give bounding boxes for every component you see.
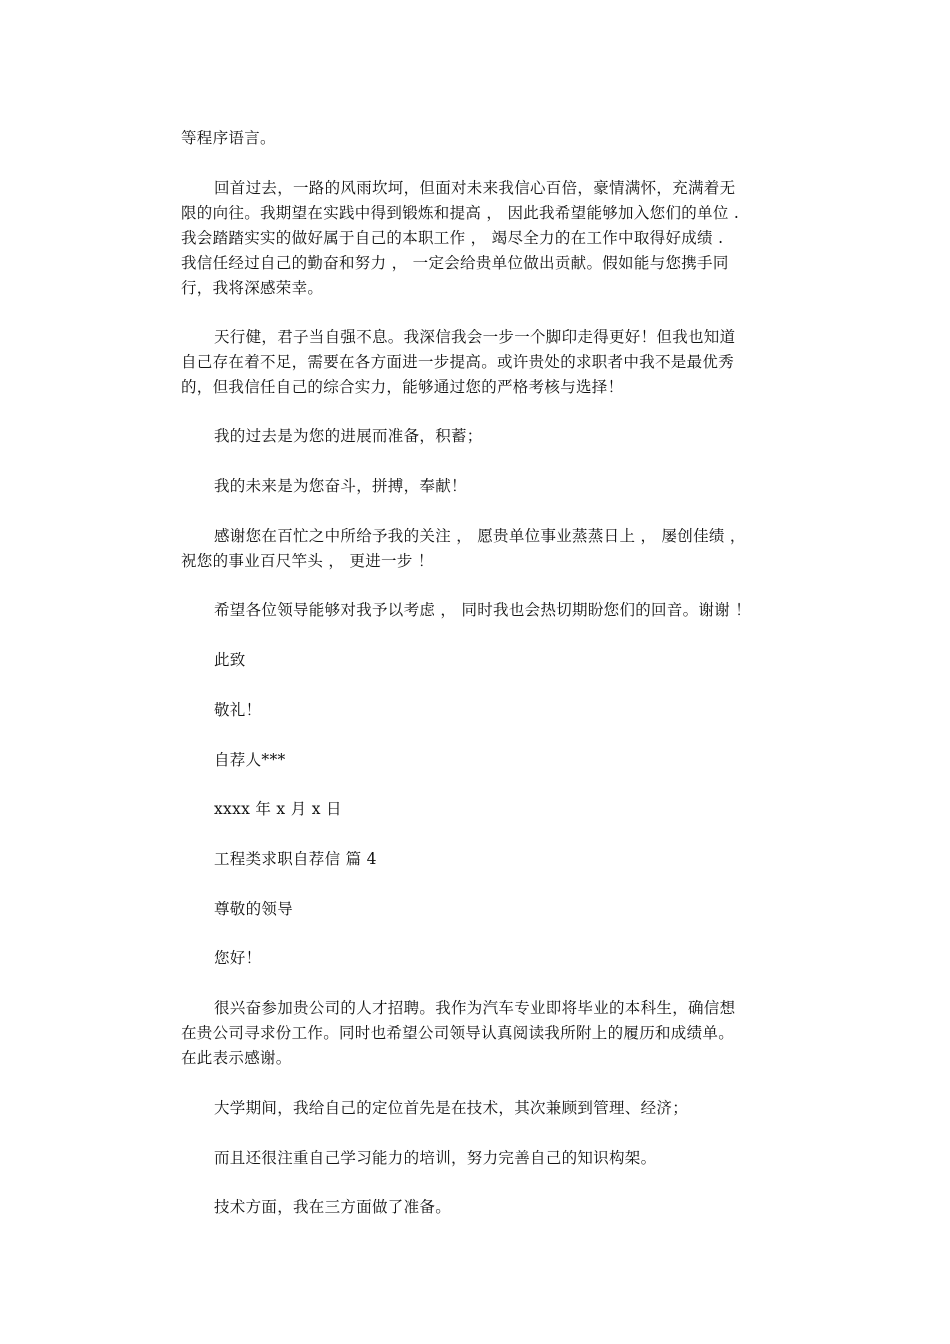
text-line: 我的未来是为您奋斗，拼搏，奉献！ [214,477,467,495]
text-line: 您好！ [214,949,262,967]
text-line: 很兴奋参加贵公司的人才招聘。我作为汽车专业即将毕业的本科生，确信想 [214,999,736,1017]
text-line: 敬礼！ [214,701,262,719]
text-line: 技术方面，我在三方面做了准备。 [214,1198,452,1216]
text-line: 自荐人*** [214,751,286,769]
text-line: 限的向往。我期望在实践中得到锻炼和提高 ， 因此我希望能够加入您们的单位 . [181,204,740,222]
text-line: 祝您的事业百尺竿头 ， 更进一步 ！ [181,552,434,570]
text-line: 我的过去是为您的进展而准备，积蓄； [214,427,483,445]
text-line: 尊敬的领导 [214,900,294,918]
text-line: 希望各位领导能够对我予以考虑 ， 同时我也会热切期盼您们的回音。谢谢 ！ [214,601,752,619]
text-line: 工程类求职自荐信 篇 4 [214,850,377,868]
text-line: 大学期间，我给自己的定位首先是在技术，其次兼顾到管理、经济； [214,1099,689,1117]
text-line: 我会踏踏实实的做好属于自己的本职工作 ， 竭尽全力的在工作中取得好成绩 . [181,229,724,247]
text-line: 在此表示感谢。 [181,1049,292,1067]
text-line: 我信任经过自己的勤奋和努力 ， 一定会给贵单位做出贡献。假如能与您携手同 [181,254,729,272]
text-line: 而且还很注重自己学习能力的培训，努力完善自己的知识构架。 [214,1149,657,1167]
text-line: 天行健，君子当自强不息。我深信我会一步一个脚印走得更好！但我也知道 [214,328,736,346]
text-line: 回首过去，一路的风雨坎坷，但面对未来我信心百倍，豪情满怀，充满着无 [214,179,736,197]
text-line: 行，我将深感荣幸。 [181,279,324,297]
text-line: 自己存在着不足，需要在各方面进一步提高。或许贵处的求职者中我不是最优秀 [181,353,735,371]
text-line: 等程序语言。 [181,129,276,147]
text-line: 的，但我信任自己的综合实力，能够通过您的严格考核与选择！ [181,378,624,396]
text-line: 在贵公司寻求份工作。同时也希望公司领导认真阅读我所附上的履历和成绩单。 [181,1024,735,1042]
text-line: xxxx 年 x 月 x 日 [214,800,342,818]
text-line: 此致 [214,651,246,669]
text-line: 感谢您在百忙之中所给予我的关注 ， 愿贵单位事业蒸蒸日上 ， 屡创佳绩 ， [214,527,746,545]
